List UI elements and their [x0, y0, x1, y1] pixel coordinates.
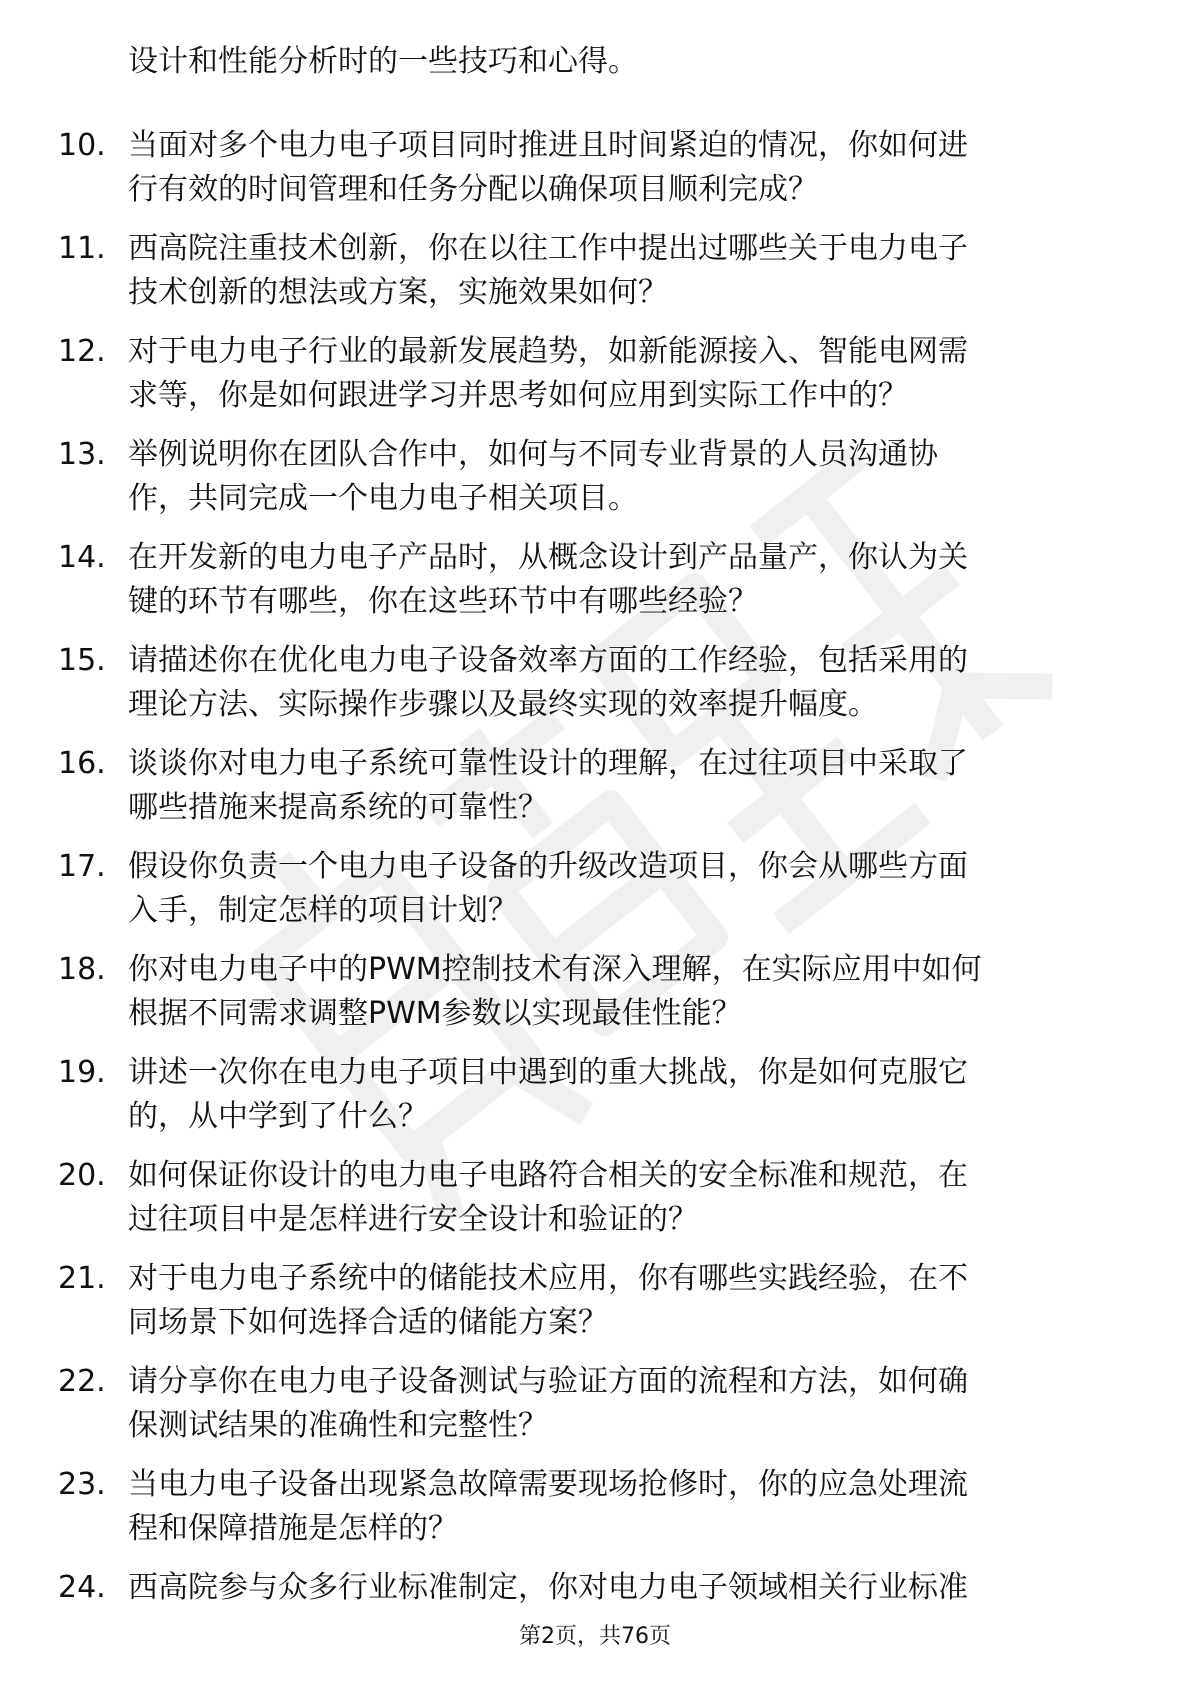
question-text-line: 程和保障措施是怎样的？	[128, 1511, 458, 1546]
question-number: 14.	[58, 540, 106, 575]
question-number: 10.	[58, 128, 106, 163]
question-item	[0, 639, 1190, 742]
question-number: 20.	[58, 1158, 106, 1193]
question-number: 12.	[58, 334, 106, 369]
question-item	[0, 1360, 1190, 1463]
question-text-line: 技术创新的想法或方案，实施效果如何？	[128, 275, 668, 310]
question-number: 13.	[58, 437, 106, 472]
question-text-line: 西高院注重技术创新，你在以往工作中提出过哪些关于电力电子	[128, 231, 968, 266]
question-item	[0, 227, 1190, 330]
question-number: 19.	[58, 1055, 106, 1090]
question-number: 15.	[58, 643, 106, 678]
question-text-line: 你对电力电子中的PWM控制技术有深入理解，在实际应用中如何	[128, 952, 982, 987]
question-number: 23.	[58, 1467, 106, 1502]
question-item	[0, 536, 1190, 639]
question-text-line: 西高院参与众多行业标准制定，你对电力电子领域相关行业标准	[128, 1570, 968, 1605]
question-text-line: 保测试结果的准确性和完整性？	[128, 1408, 548, 1443]
question-item	[0, 948, 1190, 1051]
question-text-line: 请分享你在电力电子设备测试与验证方面的流程和方法，如何确	[128, 1364, 968, 1399]
question-text-line: 在开发新的电力电子产品时，从概念设计到产品量产，你认为关	[128, 540, 968, 575]
question-text-line: 当面对多个电力电子项目同时推进且时间紧迫的情况，你如何进	[128, 128, 968, 163]
question-text-line: 同场景下如何选择合适的储能方案？	[128, 1305, 608, 1340]
question-text-line: 求等，你是如何跟进学习并思考如何应用到实际工作中的？	[128, 378, 908, 413]
question-text-line: 键的环节有哪些，你在这些环节中有哪些经验？	[128, 584, 758, 619]
question-text-line: 作，共同完成一个电力电子相关项目。	[128, 481, 638, 516]
question-text-line: 假设你负责一个电力电子设备的升级改造项目，你会从哪些方面	[128, 849, 968, 884]
question-number: 21.	[58, 1261, 106, 1296]
question-text-line: 讲述一次你在电力电子项目中遇到的重大挑战，你是如何克服它	[128, 1055, 968, 1090]
question-item	[0, 1257, 1190, 1360]
question-text-line: 如何保证你设计的电力电子电路符合相关的安全标准和规范，在	[128, 1158, 968, 1193]
question-text-line: 过往项目中是怎样进行安全设计和验证的？	[128, 1202, 698, 1237]
question-number: 17.	[58, 849, 106, 884]
question-item	[0, 124, 1190, 227]
question-text-line: 谈谈你对电力电子系统可靠性设计的理解，在过往项目中采取了	[128, 746, 968, 781]
question-item	[0, 845, 1190, 948]
question-text-line: 举例说明你在团队合作中，如何与不同专业背景的人员沟通协	[128, 437, 938, 472]
question-text-line: 行有效的时间管理和任务分配以确保项目顺利完成？	[128, 172, 818, 207]
question-list	[0, 124, 1190, 1669]
question-text-line: 当电力电子设备出现紧急故障需要现场抢修时，你的应急处理流	[128, 1467, 968, 1502]
question-item	[0, 1051, 1190, 1154]
question-text-line: 入手，制定怎样的项目计划？	[128, 893, 518, 928]
question-text-line: 的，从中学到了什么？	[128, 1099, 428, 1134]
continuation-line: 设计和性能分析时的一些技巧和心得。	[128, 44, 638, 79]
question-text-line: 根据不同需求调整PWM参数以实现最佳性能？	[128, 996, 742, 1031]
question-number: 22.	[58, 1364, 106, 1399]
question-number: 11.	[58, 231, 106, 266]
question-item	[0, 433, 1190, 536]
question-text-line: 对于电力电子系统中的储能技术应用，你有哪些实践经验，在不	[128, 1261, 968, 1296]
question-number: 18.	[58, 952, 106, 987]
question-item	[0, 1566, 1190, 1669]
question-item	[0, 330, 1190, 433]
question-text-line: 哪些措施来提高系统的可靠性？	[128, 790, 548, 825]
page-footer: 第2页，共76页	[519, 1624, 671, 1649]
question-number: 24.	[58, 1570, 106, 1605]
question-item	[0, 1463, 1190, 1566]
question-number: 16.	[58, 746, 106, 781]
question-text-line: 对于电力电子行业的最新发展趋势，如新能源接入、智能电网需	[128, 334, 968, 369]
question-text-line: 理论方法、实际操作步骤以及最终实现的效率提升幅度。	[128, 687, 878, 722]
question-item	[0, 742, 1190, 845]
question-item	[0, 1154, 1190, 1257]
question-text-line: 请描述你在优化电力电子设备效率方面的工作经验，包括采用的	[128, 643, 968, 678]
